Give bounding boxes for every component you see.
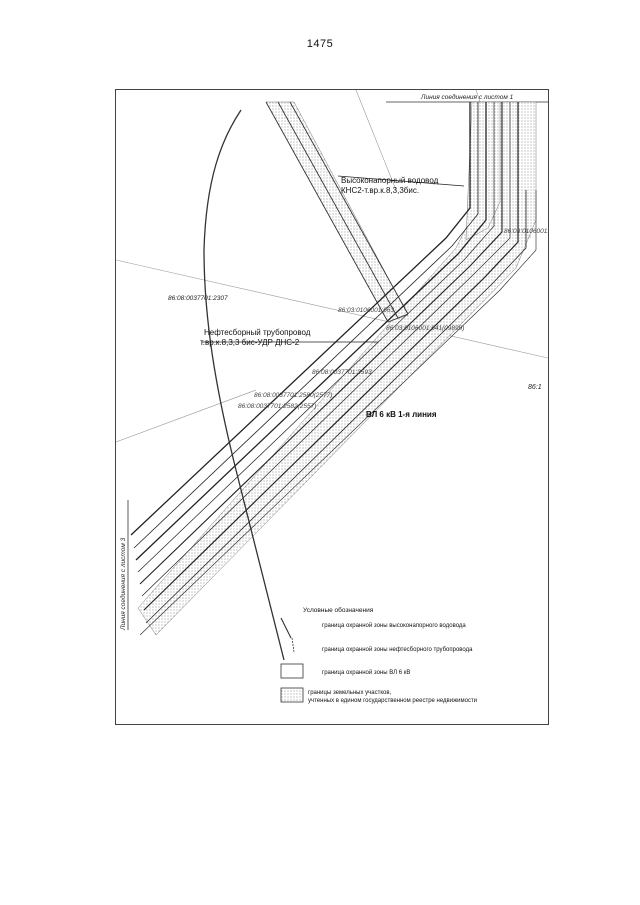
track-line [204, 110, 284, 660]
map-drawing [116, 90, 548, 724]
power-line-label: ВЛ 6 кВ 1-я линия [366, 410, 437, 419]
parcel-number: 86:1 [528, 384, 542, 391]
parcel-number: 86:08:0037701:2580(2577) [254, 392, 333, 399]
legend-item-power [281, 664, 410, 678]
parcel-number: 86:08:0037701:2582(2557) [238, 403, 317, 410]
water-label-line1: Высоконапорный водовод [341, 176, 439, 185]
legend [281, 606, 477, 704]
parcel-number: 86:03:0106001:641(09899) [386, 325, 465, 332]
legend-item-water [281, 618, 466, 638]
map-frame [115, 89, 549, 725]
legend-label: учтенных в едином государственном реестре недвижимости [308, 698, 478, 704]
legend-title: Условные обозначения [303, 607, 374, 614]
legend-label: граница охранной зоны ВЛ 6 кВ [322, 670, 411, 676]
parcel-number: 86:08:0037701:3593 [312, 369, 372, 376]
oil-label-line2: т.вр.к.8,3,3 бис-УДР ДНС-2 [200, 338, 300, 347]
page-number: 1475 [306, 38, 334, 50]
oil-label-line1: Нефтесборный трубопровод [204, 328, 311, 337]
legend-item-parcels [281, 688, 477, 704]
sheet-link-top-label: Линия соединения с листом 1 [421, 94, 514, 101]
parcel-number: 86:03:0106001:1 [504, 228, 548, 235]
parcel-number: 86:03:0106001:663 [338, 307, 395, 314]
legend-label: границы земельных участков, [308, 690, 392, 696]
legend-item-oil [292, 638, 473, 653]
legend-label: граница охранной зоны нефтесборного трубопровода [322, 647, 473, 653]
parcel-number: 86:08:0037701:2307 [168, 295, 228, 302]
sheet-link-left-label: Линия соединения с листом 3 [120, 537, 127, 630]
legend-label: граница охранной зоны высоконапорного водовода [322, 623, 466, 629]
water-label-line2: КНС2-т.вр.к.8,3,3бис. [341, 186, 420, 195]
